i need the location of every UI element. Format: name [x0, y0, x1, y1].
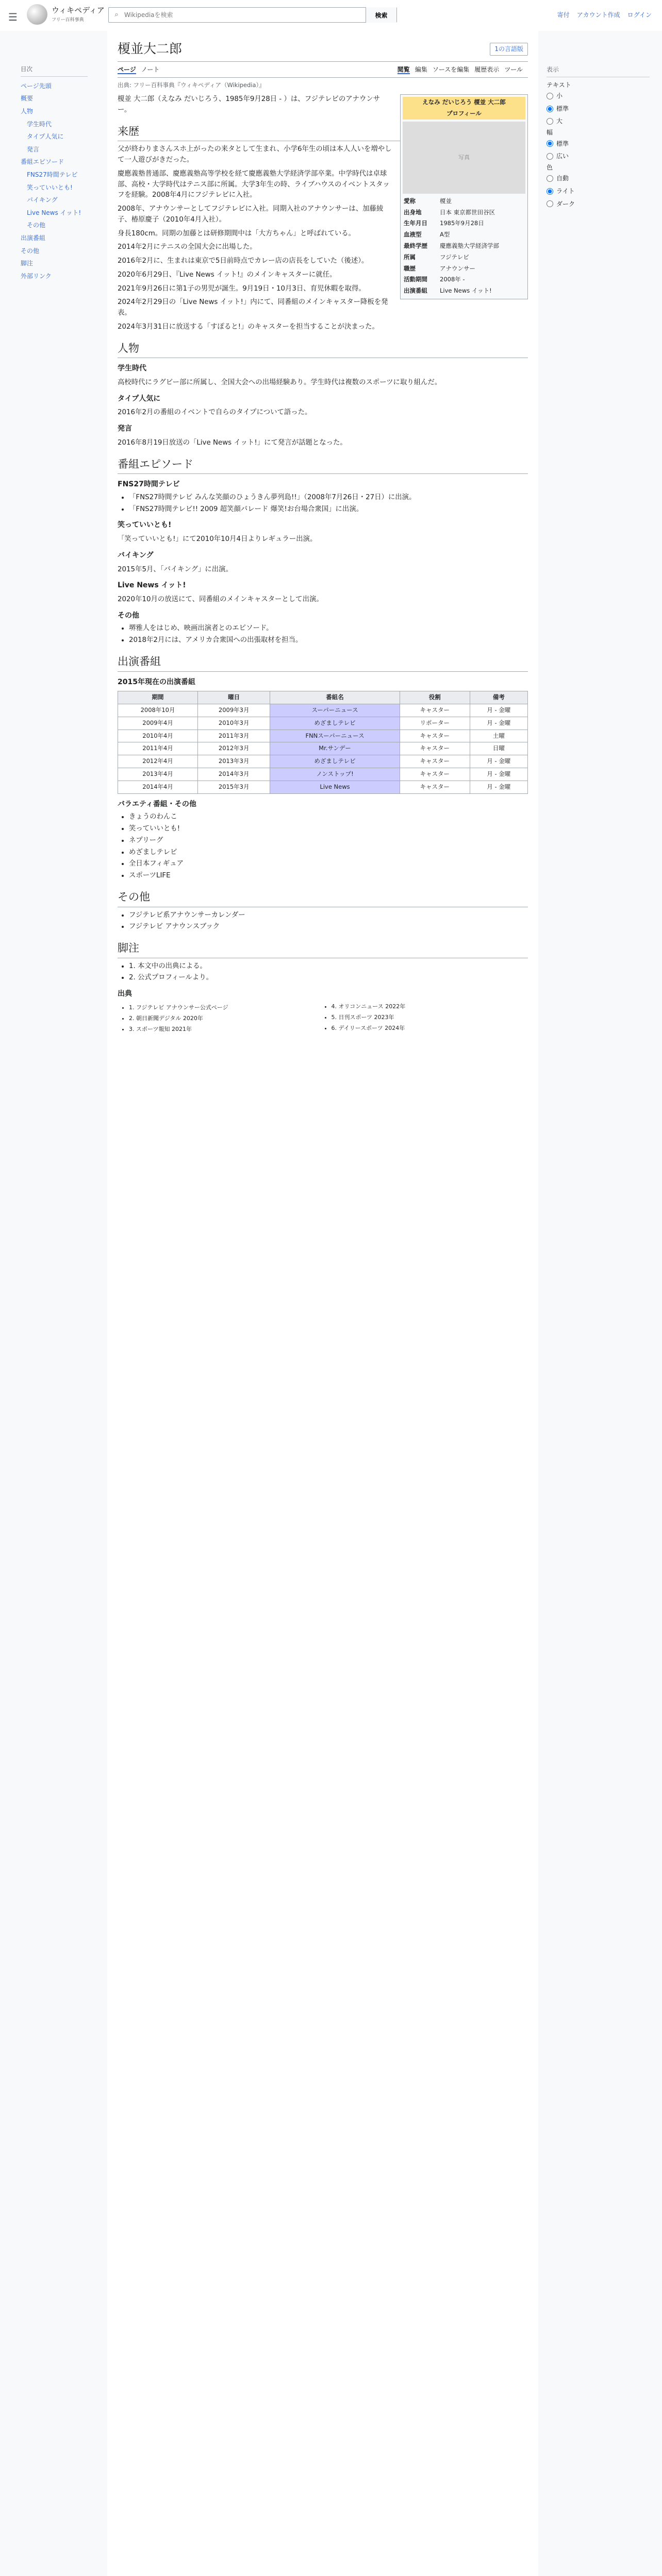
table-row	[118, 717, 528, 730]
paragraph: 慶應義塾普通部、慶應義塾高等学校を経て慶應義塾大学経済学部卒業。中学時代は卓球部、高校・大学時代はテニス部に所属。大学3年生の時、ライブハウスのイベントスタッフを経験。2008年4月にフジテレビに入社。	[118, 170, 390, 199]
reference-item[interactable]: • 2. 朝日新聞デジタル 2020年	[129, 1014, 326, 1023]
table-cell: 2010年4月	[118, 730, 198, 742]
list-item: • 笑っていいとも!	[129, 824, 528, 835]
paragraph: 2016年2月に、生まれは東京で5日前時点でカレー店の店長をしていた（後述）。	[118, 257, 369, 265]
subsection-heading: 出典	[118, 990, 132, 998]
infobox-key: 職歴	[404, 264, 416, 272]
table-cell[interactable]: めざましテレビ	[270, 755, 400, 768]
paragraph: 2024年2月29日の「Live News イット!」内にて、同番組のメインキャスター降板を発表。	[118, 298, 388, 317]
infobox-key: 生年月日	[404, 219, 427, 227]
toc-item[interactable]: 笑っていいとも!	[27, 183, 73, 191]
notes-list	[118, 961, 528, 984]
create-account-link[interactable]: アカウント作成	[576, 11, 620, 19]
list	[118, 910, 528, 933]
table-cell: 2013年3月	[198, 755, 270, 768]
option-label: 自動	[556, 175, 569, 182]
list	[118, 623, 528, 646]
width-option[interactable]	[547, 138, 650, 150]
table-cell: キャスター	[400, 781, 470, 793]
section-heading: その他	[118, 889, 528, 907]
infobox-key: 所属	[404, 253, 416, 261]
section-heading: 人物	[118, 340, 528, 359]
infobox-key: 愛称	[404, 197, 416, 205]
radio[interactable]	[547, 93, 553, 99]
column-header: 期間	[118, 691, 198, 704]
search-icon: ⌕	[114, 10, 119, 19]
text-size-option[interactable]	[547, 115, 650, 128]
search-button[interactable]: 検索	[366, 7, 396, 23]
radio[interactable]	[547, 153, 553, 160]
color-label: 色	[547, 163, 553, 171]
table-cell: キャスター	[400, 768, 470, 781]
tab-read[interactable]: 閲覧	[397, 65, 410, 73]
column-header: 曜日	[198, 691, 270, 704]
site-logo[interactable]	[27, 4, 105, 25]
infobox-key: 活動期間	[404, 276, 427, 283]
tab-edit[interactable]: 編集	[415, 65, 427, 73]
list-item: • 全日本フィギュア	[129, 859, 528, 870]
table-cell: 2014年3月	[198, 768, 270, 781]
page-tabs	[118, 62, 528, 78]
section-heading: 番組エピソード	[118, 456, 528, 474]
list	[118, 493, 528, 515]
width-option[interactable]	[547, 150, 650, 163]
infobox-value: Live News イット!	[440, 287, 492, 295]
tab-page[interactable]: ページ	[118, 65, 136, 73]
radio[interactable]	[547, 175, 553, 182]
table-cell: 2012年4月	[118, 755, 198, 768]
list-item: • ネプリーグ	[129, 836, 528, 846]
login-link[interactable]: ログイン	[627, 11, 652, 19]
table-cell[interactable]: ノンストップ!	[270, 768, 400, 781]
table-cell: 日曜	[470, 742, 527, 755]
source-note: 出典: フリー百科事典『ウィキペディア（Wikipedia）』	[118, 81, 265, 89]
reference-item[interactable]: • 6. デイリースポーツ 2024年	[332, 1024, 528, 1032]
list	[118, 812, 528, 882]
subsection-heading: タイプ人気に	[118, 394, 161, 403]
list-item: • フジテレビ アナウンスブック	[129, 922, 528, 933]
subsection-heading: 学生時代	[118, 364, 146, 373]
table-cell: 月 - 金曜	[470, 704, 527, 717]
table-cell: リポーター	[400, 717, 470, 730]
paragraph: 2008年、アナウンサーとしてフジテレビに入社。同期入社のアナウンサーは、加藤綾子、椿原慶子（2010年4月入社）。	[118, 205, 384, 224]
paragraph: 2021年9月26日に第1子の男児が誕生。9月19日・10月3日、育児休暇を取得。	[118, 284, 366, 293]
paragraph: 2020年10月の放送にて、同番組のメインキャスターとして出演。	[118, 595, 323, 603]
table-cell: キャスター	[400, 704, 470, 717]
paragraph: 2015年5月、「バイキング」に出演。	[118, 565, 233, 573]
toc-item[interactable]: 人物	[21, 108, 34, 115]
tab-edit-source[interactable]: ソースを編集	[432, 65, 470, 73]
infobox-key: 最終学歴	[404, 242, 427, 250]
text-size-option[interactable]	[547, 103, 650, 115]
appearance-title: 表示	[547, 65, 650, 77]
subsection-heading: その他	[118, 611, 139, 620]
references-list	[118, 1002, 528, 1035]
toc-item[interactable]: その他	[27, 222, 46, 229]
search-box	[108, 7, 397, 23]
infobox-value: 慶應義塾大学経済学部	[440, 242, 499, 250]
paragraph: 2014年2月にテニスの全国大会に出場した。	[118, 243, 257, 251]
color-option[interactable]	[547, 185, 650, 198]
table-cell[interactable]: スーパーニュース	[270, 704, 400, 717]
column-header: 番組名	[270, 691, 400, 704]
intro: 榎並 大二郎（えなみ だいじろう、1985年9月28日 - ）は、フジテレビのアナウンサー。	[118, 95, 380, 114]
table-cell: 2012年3月	[198, 742, 270, 755]
option-label: 大	[556, 117, 563, 125]
table-row	[118, 755, 528, 768]
toc-title: 目次	[21, 65, 88, 77]
reference-item[interactable]: • 5. 日刊スポーツ 2023年	[332, 1013, 528, 1022]
reference-item[interactable]: • 4. オリコンニュース 2022年	[332, 1002, 528, 1011]
site-name: ウィキペディア	[52, 6, 105, 15]
infobox-value: 榎並	[440, 197, 452, 205]
table-cell: キャスター	[400, 730, 470, 742]
toc-item[interactable]: 脚注	[21, 260, 34, 267]
table-cell[interactable]: Mr.サンデー	[270, 742, 400, 755]
width-label: 幅	[547, 128, 553, 136]
table-cell: 2011年4月	[118, 742, 198, 755]
page-title: 榎並大二郎	[118, 41, 183, 56]
reference-item[interactable]: • 3. スポーツ報知 2021年	[129, 1025, 326, 1033]
infobox-value: A型	[440, 231, 450, 239]
shows-table	[118, 691, 528, 794]
infobox	[400, 94, 528, 299]
wiki-globe-icon	[27, 4, 47, 25]
table-caption: 2015年現在の出演番組	[118, 677, 195, 686]
toc-item[interactable]: 外部リンク	[21, 272, 52, 280]
table-row	[118, 704, 528, 717]
toc-item[interactable]: 番組エピソード	[21, 158, 64, 166]
radio[interactable]	[547, 188, 553, 195]
section-heading: 出演番組	[118, 653, 528, 672]
toc	[21, 62, 88, 282]
infobox-value: 2008年 -	[440, 276, 465, 283]
toc-item[interactable]: その他	[21, 247, 40, 255]
table-cell: 月 - 金曜	[470, 717, 527, 730]
table-cell: 2011年3月	[198, 730, 270, 742]
paragraph: 2016年8月19日放送の「Live News イット!」にて発言が話題となった。	[118, 438, 347, 447]
table-row	[118, 742, 528, 755]
subsection-heading: Live News イット!	[118, 581, 186, 590]
paragraph: 父が終わりまさんスホ上がったの来タとして生まれ、小学6年生の頃は本人人いを増やして一人遊びがきだった。	[118, 145, 392, 164]
table-cell: 2008年10月	[118, 704, 198, 717]
tab-history[interactable]: 履歴表示	[474, 65, 500, 73]
table-cell: 月 - 金曜	[470, 768, 527, 781]
color-option[interactable]	[547, 198, 650, 211]
infobox-key: 出演番組	[404, 287, 427, 295]
page-title-bar	[118, 39, 528, 62]
language-button[interactable]: 1の言語版	[490, 43, 528, 56]
header	[0, 0, 662, 31]
infobox-value: 1985年9月28日	[440, 219, 484, 227]
table-cell: 月 - 金曜	[470, 781, 527, 793]
option-label: 広い	[556, 152, 569, 160]
paragraph: 2024年3月31日に放送する「すぽると!」のキャスターを担当することが決まった。	[118, 323, 379, 331]
table-row	[118, 768, 528, 781]
subsection-heading: バイキング	[118, 551, 154, 560]
option-label: 標準	[556, 140, 569, 147]
table-cell: 月 - 金曜	[470, 755, 527, 768]
toc-top[interactable]: ページ先頭	[21, 82, 52, 90]
toc-item[interactable]: 概要	[21, 95, 34, 103]
site-tagline: フリー百科事典	[52, 17, 84, 23]
table-cell: キャスター	[400, 755, 470, 768]
table-row	[118, 781, 528, 793]
list-item: • 堺雅人をはじめ、映画出演者とのエピソード。	[129, 623, 528, 634]
subsection-heading: 笑っていいとも!	[118, 521, 172, 530]
table-cell: 2009年4月	[118, 717, 198, 730]
infobox-photo: 写真	[403, 122, 525, 194]
option-label: ライト	[556, 187, 575, 195]
note-item: • 2. 公式プロフィールより。	[129, 973, 528, 984]
list-item: • 2018年2月には、アメリカ合衆国への出張取材を担当。	[129, 635, 528, 646]
infobox-key: 血液型	[404, 231, 422, 239]
table-cell: 2009年3月	[198, 704, 270, 717]
section-heading: 脚注	[118, 940, 528, 958]
toc-item[interactable]: 学生時代	[27, 120, 52, 128]
table-row	[118, 730, 528, 742]
radio[interactable]	[547, 200, 553, 207]
list-item: • スポーツLIFE	[129, 871, 528, 882]
appearance-panel	[547, 62, 650, 210]
option-label: 小	[556, 92, 563, 100]
radio[interactable]	[547, 140, 553, 147]
toc-item[interactable]: タイプ人気に	[27, 133, 64, 141]
subsection-heading: 発言	[118, 425, 132, 433]
table-cell: 2014年4月	[118, 781, 198, 793]
table-cell: 土曜	[470, 730, 527, 742]
table-cell: キャスター	[400, 742, 470, 755]
infobox-name: えなみ だいじろう 榎並 大二郎	[403, 97, 525, 108]
table-cell[interactable]: FNNスーパーニュース	[270, 730, 400, 742]
infobox-value: フジテレビ	[440, 253, 469, 261]
paragraph: 2020年6月29日、『Live News イット!』のメインキャスターに就任。	[118, 270, 337, 279]
text-size-option[interactable]	[547, 90, 650, 103]
tab-tools[interactable]: ツール	[504, 65, 523, 73]
text-size-label: テキスト	[547, 81, 571, 89]
list-item: • フジテレビ系アナウンサーカレンダー	[129, 910, 528, 921]
user-links	[557, 10, 652, 20]
radio[interactable]	[547, 106, 553, 112]
subsection-heading: バラエティ番組・その他	[118, 800, 196, 808]
list-item: • 「FNS27時間テレビ!! 2009 超笑顔パレード 爆笑!お台場合衆国」に出演。	[129, 504, 528, 515]
paragraph: 2016年2月の番組のイベントで自らのタイプについて語った。	[118, 409, 312, 417]
color-option[interactable]	[547, 172, 650, 185]
list-item: • 「FNS27時間テレビ みんな笑顔のひょうきん夢列島!!」（2008年7月26日・27日）に出演。	[129, 493, 528, 503]
note-item: • 1. 本文中の出典による。	[129, 961, 528, 972]
paragraph: 「笑っていいとも!」にて2010年10月4日よりレギュラー出演。	[118, 535, 317, 544]
infobox-key: 出身地	[404, 208, 422, 216]
infobox-table	[403, 196, 525, 297]
column-header: 役割	[400, 691, 470, 704]
toc-item[interactable]: 発言	[27, 145, 40, 153]
table-cell: 2015年3月	[198, 781, 270, 793]
table-cell: 2013年4月	[118, 768, 198, 781]
option-label: ダーク	[556, 200, 575, 208]
table-cell[interactable]: Live News	[270, 781, 400, 793]
menu-icon[interactable]: ☰	[8, 11, 18, 23]
toc-item[interactable]: FNS27時間テレビ	[27, 171, 78, 178]
list-item: • きょうのわんこ	[129, 812, 528, 823]
table-cell: 2010年3月	[198, 717, 270, 730]
reference-item[interactable]: • 1. フジテレビ アナウンサー公式ページ	[129, 1003, 326, 1012]
subsection-heading: FNS27時間テレビ	[118, 480, 180, 489]
paragraph: 高校時代にラグビー部に所属し、全国大会への出場経験あり。学生時代は複数のスポーツに取り組んだ。	[118, 378, 442, 386]
infobox-value: アナウンサー	[440, 264, 475, 272]
option-label: 標準	[556, 105, 569, 112]
infobox-value: 日本 東京都世田谷区	[440, 208, 495, 216]
column-header: 備考	[470, 691, 527, 704]
infobox-subtitle: プロフィール	[403, 108, 525, 120]
search-input[interactable]	[124, 11, 366, 19]
radio[interactable]	[547, 118, 553, 125]
tab-talk[interactable]: ノート	[141, 65, 160, 73]
donate-link[interactable]: 寄付	[557, 11, 570, 19]
section-heading: 来歴	[118, 123, 528, 142]
toc-item[interactable]: 出演番組	[21, 234, 46, 242]
article	[107, 31, 538, 2576]
paragraph: 身長180cm。同期の加藤とは研修期間中は「大方ちゃん」と呼ばれている。	[118, 229, 356, 238]
toc-item[interactable]: パイキング	[27, 196, 58, 204]
table-cell[interactable]: めざましテレビ	[270, 717, 400, 730]
list-item: • めざましテレビ	[129, 848, 528, 858]
toc-item[interactable]: Live News イット!	[27, 209, 81, 216]
